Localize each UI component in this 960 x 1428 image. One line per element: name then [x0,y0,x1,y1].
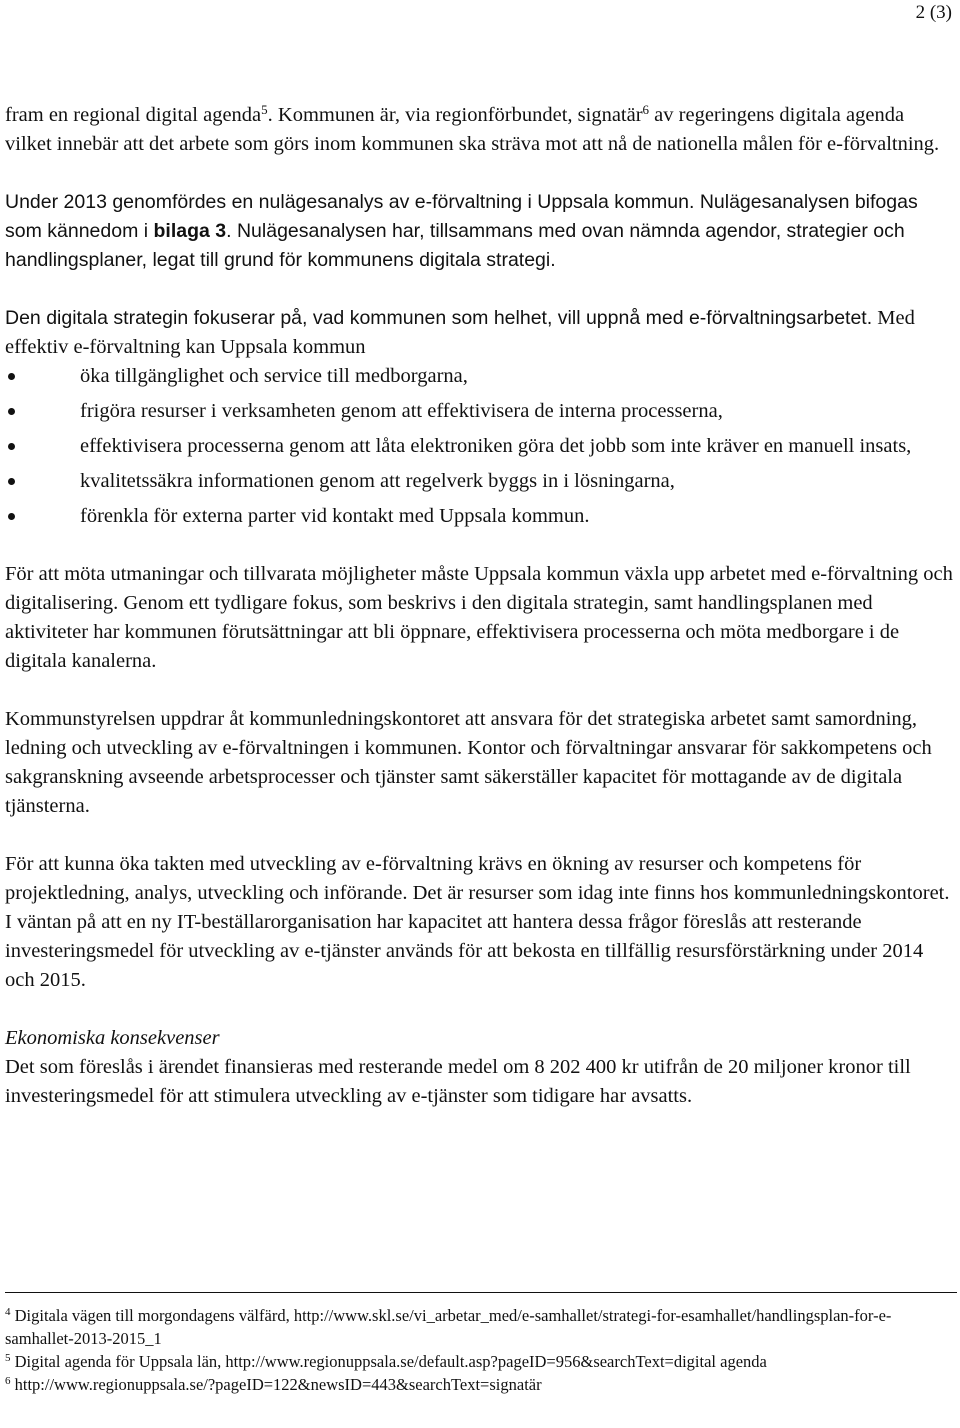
bullet-icon [8,478,15,485]
list-item-text: frigöra resurser i verksamheten genom att effektivisera de interna processerna, [80,400,723,422]
resources-paragraph: För att kunna öka takten med utveckling av e-förvaltning krävs en ökning av resurser och kompetens för projektledning, analys, utveckling och införande. Det är resurser som idag inte finns hos kommunledningskontoret. I väntan på att en ny IT-beställarorganisation har kapacitet att hantera dessa frågor föreslås att resterande investeringsmedel för utveckling av e-tjänster används för att bekosta en tillfällig resursförstärkning under 2014 och 2015. [5,853,950,991]
footnote-6 [5,1373,955,1396]
footnote-4 [5,1304,955,1350]
analysis-paragraph [5,188,955,275]
intro-paragraph [5,101,955,159]
list-item [5,397,955,426]
footnote-text: Digitala vägen till morgondagens välfärd, http://www.skl.se/vi_arbetar_med/e-samhallet/strategi-for-esamhallet/handlingsplan-for-e-samhallet-2013-2015_1 [5,1306,892,1348]
footnotes [5,1304,955,1396]
footnote-5 [5,1350,955,1373]
analysis-text-1: Under 2013 genomfördes en nulägesanalys av e-förvaltning i Uppsala kommun. Nulägesanalysen bifogas som kännedom i [5,191,918,242]
strategy-intro-sans: Den digitala strategin fokuserar på, vad kommunen som helhet, vill uppnå med e-förvaltningsarbetet. [5,307,873,329]
strategy-intro-serif: Med effektiv e-förvaltning kan Uppsala kommun [5,307,915,358]
document-body [5,101,955,1111]
intro-text-2: . Kommunen är, via regionförbundet, signatär [267,104,643,126]
bullet-icon [8,443,15,450]
footnote-ref-5: 5 [261,102,268,117]
challenges-paragraph: För att möta utmaningar och tillvarata möjligheter måste Uppsala kommun växla upp arbetet med e-förvaltning och digitalisering. Genom ett tydligare fokus, som beskrivs i den digitala strategin, samt handlingsplanen med aktiviteter har kommunen förutsättningar att bli öppnare, effektivisera processerna och möta medborgare i de digitala kanalerna. [5,563,953,672]
bullet-icon [8,408,15,415]
list-item-text: förenkla för externa parter vid kontakt med Uppsala kommun. [80,505,590,527]
footnote-number: 6 [5,1375,11,1387]
analysis-attachment-ref: bilaga 3 [153,220,227,242]
footnote-text: Digital agenda för Uppsala län, http://www.regionuppsala.se/default.asp?pageID=956&searchText=digital agenda [10,1352,767,1371]
footnote-number: 4 [5,1306,11,1318]
page-number: 2 (3) [915,2,952,23]
footnote-ref-6: 6 [642,102,650,117]
assignment-paragraph: Kommunstyrelsen uppdrar åt kommunledningskontoret att ansvara för det strategiska arbetet samt samordning, ledning och utveckling av e-förvaltningen i kommunen. Kontor och förvaltningar ansvarar för sakkompetens och sakgranskning avseende arbetsprocesser och tjänster samt säkerställer kapacitet för mottagande av de digitala tjänsterna. [5,708,932,817]
goals-list [5,362,955,531]
list-item [5,362,955,391]
analysis-text-2: . Nulägesanalysen har, tillsammans med ovan nämnda agendor, strategier och handlingsplaner, legat till grund för kommunens digitala strategi. [5,220,905,271]
strategy-intro-paragraph [5,304,955,362]
intro-text-1: fram en regional digital agenda [5,104,262,126]
list-item-text: effektivisera processerna genom att låta elektroniken göra det jobb som inte kräver en manuell insats, [80,435,912,457]
list-item-text: kvalitetssäkra informationen genom att regelverk byggs in i lösningarna, [80,470,675,492]
footnote-separator [5,1292,957,1293]
list-item [5,502,955,531]
list-item [5,432,955,461]
list-item-text: öka tillgänglighet och service till medborgarna, [80,365,468,387]
economics-heading: Ekonomiska konsekvenser [5,1027,220,1049]
footnote-number: 5 [5,1352,11,1364]
bullet-icon [8,513,15,520]
economics-paragraph: Det som föreslås i ärendet finansieras med resterande medel om 8 202 400 kr utifrån de 20 miljoner kronor till investeringsmedel för att stimulera utveckling av e-tjänster som tidigare har avsatts. [5,1056,911,1107]
bullet-icon [8,373,15,380]
intro-text-3: av regeringens digitala agenda vilket innebär att det arbete som görs inom kommunen ska sträva mot att nå de nationella målen för e-förvaltning. [5,104,940,155]
list-item [5,467,955,496]
footnote-text: http://www.regionuppsala.se/?pageID=122&newsID=443&searchText=signatär [10,1375,542,1394]
